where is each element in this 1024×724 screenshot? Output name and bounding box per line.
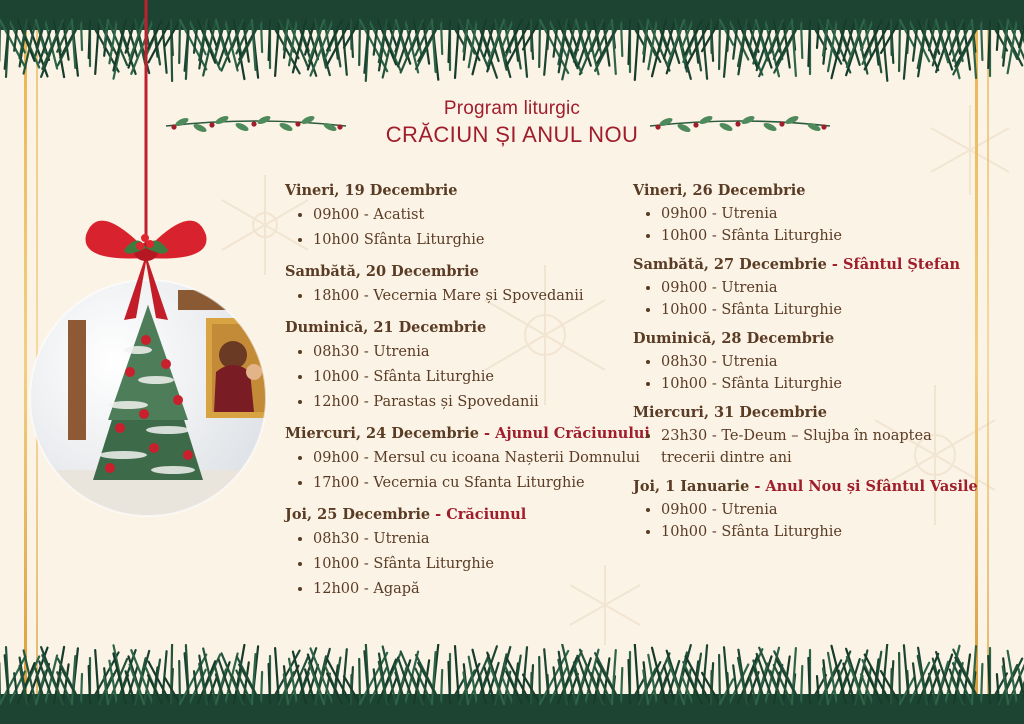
day-heading bbox=[285, 263, 640, 280]
header-subtitle: Program liturgic bbox=[443, 98, 581, 119]
schedule-day-block bbox=[633, 404, 968, 469]
service-item: • 12h00 - Parastas și Spovedanii bbox=[313, 390, 640, 415]
service-list bbox=[285, 203, 640, 253]
day-date: Duminică, 28 Decembrie bbox=[633, 330, 835, 347]
day-heading bbox=[285, 425, 650, 442]
service-item: • 10h00 - Sfânta Liturghie bbox=[661, 225, 968, 247]
service-item: • 09h00 - Mersul cu icoana Nașterii Domnului bbox=[313, 446, 640, 471]
day-heading bbox=[285, 182, 640, 199]
day-heading bbox=[285, 319, 640, 336]
schedule-left bbox=[285, 182, 650, 612]
feast-name: - Ajunul Crăciunului bbox=[478, 425, 650, 442]
day-date: Sambătă, 20 Decembrie bbox=[285, 263, 479, 280]
day-heading bbox=[633, 182, 968, 199]
service-item: • 09h00 - Utrenia bbox=[661, 277, 968, 299]
service-item: • 10h00 - Sfânta Liturghie bbox=[661, 521, 968, 543]
service-item: • 10h00 - Sfânta Liturghie bbox=[661, 373, 968, 395]
service-list bbox=[633, 499, 968, 543]
schedule-day-block bbox=[285, 182, 640, 253]
day-date: Joi, 25 Decembrie bbox=[285, 506, 431, 523]
schedule-day-block bbox=[285, 263, 640, 309]
service-list bbox=[285, 527, 640, 602]
day-date: Vineri, 19 Decembrie bbox=[285, 182, 458, 199]
feast-name: - Anul Nou și Sfântul Vasile bbox=[749, 478, 978, 495]
service-list bbox=[633, 425, 968, 469]
service-item: • 10h00 - Sfânta Liturghie bbox=[313, 552, 640, 577]
schedule-day-block bbox=[285, 319, 640, 415]
day-heading bbox=[633, 330, 968, 347]
day-heading bbox=[285, 506, 640, 523]
christmas-tree-photo-ornament bbox=[28, 0, 273, 520]
schedule-right bbox=[633, 182, 978, 552]
service-list bbox=[285, 284, 640, 309]
day-date: Miercuri, 24 Decembrie bbox=[285, 425, 479, 442]
page-title: CRĂCIUN ȘI ANUL NOU bbox=[385, 122, 639, 147]
day-heading bbox=[633, 478, 978, 495]
service-item: • 09h00 - Utrenia bbox=[661, 203, 968, 225]
feast-name: - Crăciunul bbox=[430, 506, 527, 523]
day-date: Joi, 1 Ianuarie bbox=[633, 478, 750, 495]
service-item: • 23h30 - Te-Deum – Slujba în noaptea trecerii dintre ani bbox=[661, 425, 968, 469]
service-item: • 09h00 - Utrenia bbox=[661, 499, 968, 521]
service-item: • 09h00 - Acatist bbox=[313, 203, 640, 228]
service-list bbox=[285, 340, 640, 415]
schedule-day-block bbox=[285, 506, 640, 602]
pine-garland-bottom bbox=[0, 644, 1024, 724]
schedule-day-block bbox=[633, 256, 968, 321]
service-list bbox=[633, 203, 968, 247]
service-item: • 08h30 - Utrenia bbox=[313, 527, 640, 552]
feast-name: - Sfântul Ștefan bbox=[826, 256, 961, 273]
service-item: • 18h00 - Vecernia Mare și Spovedanii bbox=[313, 284, 640, 309]
service-item: • 10h00 Sfânta Liturghie bbox=[313, 228, 640, 253]
service-item: • 08h30 - Utrenia bbox=[313, 340, 640, 365]
schedule-day-block bbox=[285, 425, 650, 496]
service-list bbox=[285, 446, 640, 496]
day-date: Vineri, 26 Decembrie bbox=[633, 182, 806, 199]
day-date: Sambătă, 27 Decembrie bbox=[633, 256, 827, 273]
schedule-day-block bbox=[633, 182, 968, 247]
day-heading bbox=[633, 404, 968, 421]
service-item: • 17h00 - Vecernia cu Sfanta Liturghie bbox=[313, 471, 640, 496]
service-item: • 12h00 - Agapă bbox=[313, 577, 640, 602]
day-heading bbox=[633, 256, 968, 273]
service-list bbox=[633, 351, 968, 395]
service-item: • 10h00 - Sfânta Liturghie bbox=[661, 299, 968, 321]
day-date: Miercuri, 31 Decembrie bbox=[633, 404, 827, 421]
service-list bbox=[633, 277, 968, 321]
schedule-day-block bbox=[633, 330, 968, 395]
service-item: • 10h00 - Sfânta Liturghie bbox=[313, 365, 640, 390]
schedule-day-block bbox=[633, 478, 978, 543]
service-item: • 08h30 - Utrenia bbox=[661, 351, 968, 373]
day-date: Duminică, 21 Decembrie bbox=[285, 319, 487, 336]
